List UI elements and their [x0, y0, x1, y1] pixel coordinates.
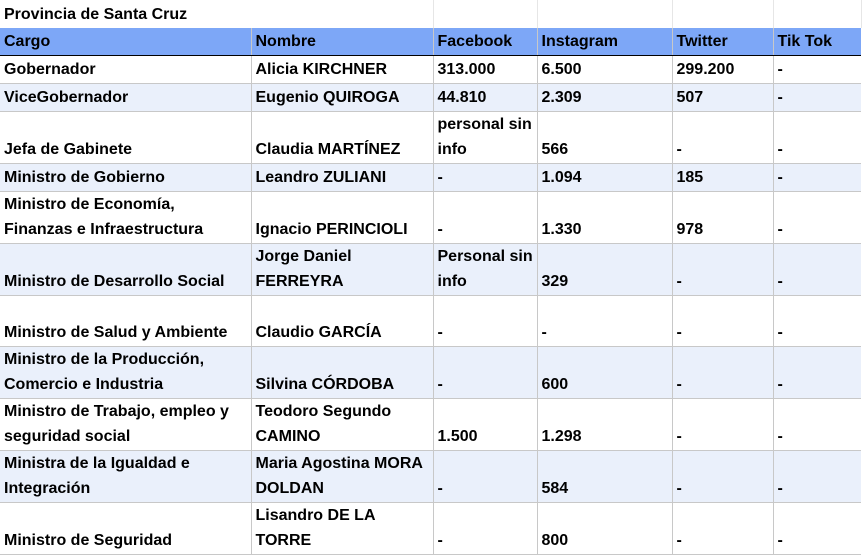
twitter-cell: - — [672, 399, 773, 451]
table-row — [0, 164, 861, 192]
facebook-cell: - — [433, 164, 537, 192]
header-facebook: Facebook — [433, 28, 537, 56]
header-nombre: Nombre — [251, 28, 433, 56]
tiktok-cell: - — [773, 192, 861, 244]
instagram-cell: 800 — [537, 503, 672, 555]
instagram-cell: 2.309 — [537, 84, 672, 112]
table-row — [0, 192, 861, 244]
table-row — [0, 56, 861, 84]
instagram-cell: 584 — [537, 451, 672, 503]
tiktok-cell: - — [773, 296, 861, 347]
facebook-cell: 1.500 — [433, 399, 537, 451]
instagram-cell: 1.330 — [537, 192, 672, 244]
table-row — [0, 112, 861, 164]
header-cargo: Cargo — [0, 28, 251, 56]
tiktok-cell: - — [773, 451, 861, 503]
twitter-cell: - — [672, 296, 773, 347]
empty-cell — [251, 0, 433, 28]
nombre-cell: Claudia MARTÍNEZ — [251, 112, 433, 164]
cargo-cell: ViceGobernador — [0, 84, 251, 112]
cargo-cell: Ministro de Desarrollo Social — [0, 244, 251, 296]
nombre-cell: Silvina CÓRDOBA — [251, 347, 433, 399]
table-row — [0, 296, 861, 347]
instagram-cell: 1.298 — [537, 399, 672, 451]
instagram-cell: 1.094 — [537, 164, 672, 192]
table-row — [0, 244, 861, 296]
table-row — [0, 84, 861, 112]
title-row — [0, 0, 861, 28]
facebook-cell: 44.810 — [433, 84, 537, 112]
header-row — [0, 28, 861, 56]
facebook-cell: - — [433, 451, 537, 503]
instagram-cell: 6.500 — [537, 56, 672, 84]
sheet-title: Provincia de Santa Cruz — [4, 6, 188, 23]
header-instagram: Instagram — [537, 28, 672, 56]
cargo-cell: Ministro de Gobierno — [0, 164, 251, 192]
tiktok-cell: - — [773, 56, 861, 84]
instagram-cell: 566 — [537, 112, 672, 164]
empty-cell — [433, 0, 537, 28]
nombre-cell: Maria Agostina MORA DOLDAN — [251, 451, 433, 503]
twitter-cell: - — [672, 451, 773, 503]
table-row — [0, 399, 861, 451]
cargo-cell: Ministro de Salud y Ambiente — [0, 296, 251, 347]
twitter-cell: - — [672, 347, 773, 399]
tiktok-cell: - — [773, 244, 861, 296]
facebook-cell: - — [433, 192, 537, 244]
table-row — [0, 451, 861, 503]
facebook-cell: - — [433, 296, 537, 347]
cargo-cell: Ministro de Economía, Finanzas e Infraestructura — [0, 192, 251, 244]
cargo-cell: Ministro de la Producción, Comercio e Industria — [0, 347, 251, 399]
nombre-cell: Claudio GARCÍA — [251, 296, 433, 347]
nombre-cell: Alicia KIRCHNER — [251, 56, 433, 84]
facebook-cell: personal sin info — [433, 112, 537, 164]
nombre-cell: Lisandro DE LA TORRE — [251, 503, 433, 555]
nombre-cell: Eugenio QUIROGA — [251, 84, 433, 112]
nombre-cell: Leandro ZULIANI — [251, 164, 433, 192]
twitter-cell: - — [672, 112, 773, 164]
twitter-cell: 185 — [672, 164, 773, 192]
empty-cell — [672, 0, 773, 28]
nombre-cell: Teodoro Segundo CAMINO — [251, 399, 433, 451]
tiktok-cell: - — [773, 347, 861, 399]
tiktok-cell: - — [773, 84, 861, 112]
empty-cell — [537, 0, 672, 28]
facebook-cell: - — [433, 347, 537, 399]
facebook-cell: Personal sin info — [433, 244, 537, 296]
nombre-cell: Jorge Daniel FERREYRA — [251, 244, 433, 296]
cargo-cell: Gobernador — [0, 56, 251, 84]
tiktok-cell: - — [773, 164, 861, 192]
facebook-cell: 313.000 — [433, 56, 537, 84]
instagram-cell: 600 — [537, 347, 672, 399]
header-tiktok: Tik Tok — [773, 28, 861, 56]
twitter-cell: 507 — [672, 84, 773, 112]
tiktok-cell: - — [773, 112, 861, 164]
tiktok-cell: - — [773, 503, 861, 555]
twitter-cell: 299.200 — [672, 56, 773, 84]
cargo-cell: Jefa de Gabinete — [0, 112, 251, 164]
nombre-cell: Ignacio PERINCIOLI — [251, 192, 433, 244]
twitter-cell: - — [672, 244, 773, 296]
table-row — [0, 503, 861, 555]
empty-cell — [773, 0, 861, 28]
cargo-cell: Ministra de la Igualdad e Integración — [0, 451, 251, 503]
tiktok-cell: - — [773, 399, 861, 451]
instagram-cell: - — [537, 296, 672, 347]
table-row — [0, 347, 861, 399]
cargo-cell: Ministro de Trabajo, empleo y seguridad social — [0, 399, 251, 451]
header-twitter: Twitter — [672, 28, 773, 56]
cargo-cell: Ministro de Seguridad — [0, 503, 251, 555]
instagram-cell: 329 — [537, 244, 672, 296]
twitter-cell: - — [672, 503, 773, 555]
twitter-cell: 978 — [672, 192, 773, 244]
facebook-cell: - — [433, 503, 537, 555]
